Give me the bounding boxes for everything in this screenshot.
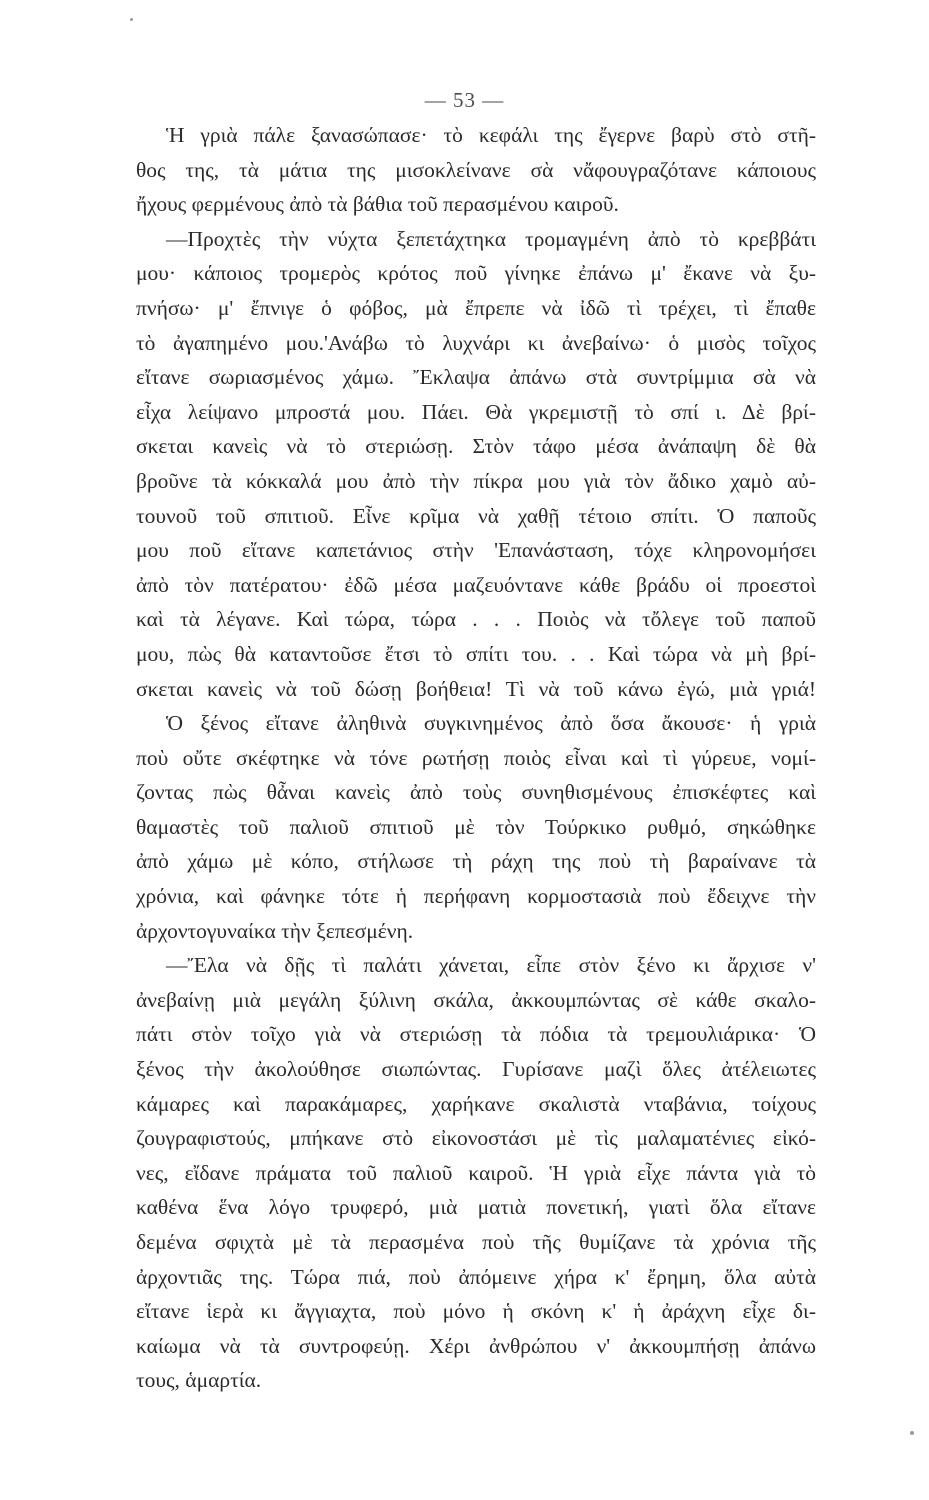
text-line: ζοντας πὼς θἆναι κανεὶς ἀπὸ τοὺς συνηθισμένους ἐπισκέφτες καὶ (136, 780, 816, 805)
text-line: ζουγραφιστούς, μπήκανε στὸ εἰκονοστάσι μὲ τὶς μαλαματένιες εἰκό- (136, 1126, 816, 1151)
body-text (136, 118, 816, 1398)
text-line: τὸ ἀγαπημένο μου.'Ανάβω τὸ λυχνάρι κι ἀνεβαίνω· ὁ μισὸς τοῖχος (136, 330, 816, 355)
text-line: νες, εἴδανε πράματα τοῦ παλιοῦ καιροῦ. Ἡ γριὰ εἶχε πάντα γιὰ τὸ (136, 1160, 816, 1185)
text-line: πνήσω· μ' ἔπνιγε ὁ φόβος, μὰ ἔπρεπε νὰ ἰδῶ τὶ τρέχει, τὶ ἔπαθε (136, 295, 816, 320)
page-number: — 53 — (424, 88, 505, 112)
paper-speck (910, 1431, 914, 1435)
text-line: σκεται κανεὶς νὰ τοῦ δώσῃ βοήθεια! Τὶ νὰ τοῦ κάνω ἐγώ, μιὰ γριά! (136, 676, 816, 701)
text-line: μου· κάποιος τρομερὸς κρότος ποῦ γίνηκε ἐπάνω μ' ἔκανε νὰ ξυ- (136, 261, 816, 286)
text-line: τουνοῦ τοῦ σπιτιοῦ. Εἶνε κρῖμα νὰ χαθῇ τέτοιο σπίτι. Ὁ παποῦς (136, 503, 816, 528)
text-line: ἀπὸ χάμω μὲ κόπο, στήλωσε τὴ ράχη της ποὺ τὴ βαραίνανε τὰ (136, 849, 816, 874)
text-line: χρόνια, καὶ φάνηκε τότε ἡ περήφανη κορμοστασιὰ ποὺ ἔδειχνε τὴν (136, 884, 816, 909)
text-line: καὶ τὰ λέγανε. Καὶ τώρα, τώρα . . . Ποιὸς νὰ τὄλεγε τοῦ παποῦ (136, 607, 816, 632)
text-line: ποὺ οὔτε σκέφτηκε νὰ τόνε ρωτήσῃ ποιὸς εἶναι καὶ τὶ γύρευε, νομί- (136, 745, 816, 770)
text-line: σκεται κανεὶς νὰ τὸ στεριώσῃ. Στὸν τάφο μέσα ἀνάπαψη δὲ θὰ (136, 434, 816, 459)
text-line: καθένα ἕνα λόγο τρυφερό, μιὰ ματιὰ πονετική, γιατὶ ὅλα εἴτανε (136, 1195, 816, 1220)
text-line: —Προχτὲς τὴν νύχτα ξεπετάχτηκα τρομαγμένη ἀπὸ τὸ κρεββάτι (166, 226, 816, 251)
text-line: Ὁ ξένος εἴτανε ἀληθινὰ συγκινημένος ἀπὸ ὅσα ἄκουσε· ἡ γριὰ (166, 711, 816, 736)
text-line: Ἡ γριὰ πάλε ξανασώπασε· τὸ κεφάλι της ἔγερνε βαρὺ στὸ στῆ- (166, 123, 816, 147)
text-line: τους, ἁμαρτία. (136, 1368, 262, 1393)
text-line: ἀνεβαίνῃ μιὰ μεγάλη ξύλινη σκάλα, ἀκκουμπώντας σὲ κάθε σκαλο- (136, 987, 816, 1012)
paper-speck (130, 18, 133, 21)
text-line: ἀπὸ τὸν πατέρατου· ἐδῶ μέσα μαζευόντανε κάθε βράδυ οἱ προεστοὶ (136, 572, 816, 597)
text-line: καίωμα νὰ τὰ συντροφεύῃ. Χέρι ἀνθρώπου ν' ἀκκουμπήσῃ ἀπάνω (136, 1333, 816, 1358)
text-line: ξένος τὴν ἀκολούθησε σιωπώντας. Γυρίσανε μαζὶ ὅλες ἀτέλειωτες (136, 1057, 816, 1082)
text-line: εἴτανε ἱερὰ κι ἄγγιαχτα, ποὺ μόνο ἡ σκόνη κ' ἡ ἀράχνη εἶχε δι- (136, 1299, 816, 1324)
text-line: ἤχους φερμένους ἀπὸ τὰ βάθια τοῦ περασμένου καιροῦ. (136, 192, 619, 217)
text-line: εἴτανε σωριασμένος χάμω. Ἔκλαψα ἀπάνω στὰ συντρίμμια σὰ νὰ (136, 365, 816, 390)
text-line: θος της, τὰ μάτια της μισοκλείνανε σὰ νἄφουγραζότανε κάποιους (136, 157, 816, 182)
text-line: δεμένα σφιχτὰ μὲ τὰ περασμένα ποὺ τῆς θυμίζανε τὰ χρόνια τῆς (136, 1230, 816, 1254)
text-line: ἀρχοντογυναίκα τὴν ξεπεσμένη. (136, 918, 414, 943)
text-line: κάμαρες καὶ παρακάμαρες, χαρήκανε σκαλιστὰ νταβάνια, τοίχους (136, 1091, 816, 1116)
text-line: μου, πὼς θὰ καταντοῦσε ἔτσι τὸ σπίτι του. . . Καὶ τώρα νὰ μὴ βρί- (136, 641, 816, 666)
text-line: βροῦνε τὰ κόκκαλά μου ἀπὸ τὴν πίκρα μου γιὰ τὸν ἄδικο χαμὸ αὐ- (136, 468, 816, 493)
text-line: ἀρχοντιᾶς της. Τώρα πιά, ποὺ ἀπόμεινε χήρα κ' ἔρημη, ὅλα αὐτὰ (136, 1264, 816, 1289)
text-line: μου ποῦ εἴτανε καπετάνιος στὴν 'Επανάσταση, τόχε κληρονομήσει (136, 538, 816, 563)
text-line: —Ἔλα νὰ δῇς τὶ παλάτι χάνεται, εἶπε στὸν ξένο κι ἄρχισε ν' (166, 953, 816, 978)
text-line: θαμαστὲς τοῦ παλιοῦ σπιτιοῦ μὲ τὸν Τούρκικο ρυθμό, σηκώθηκε (136, 814, 816, 839)
text-line: πάτι στὸν τοῖχο γιὰ νὰ στεριώσῃ τὰ πόδια τὰ τρεμουλιάρικα· Ὁ (136, 1022, 816, 1047)
text-line: εἶχα λείψανο μπροστά μου. Πάει. Θὰ γκρεμιστῇ τὸ σπί ι. Δὲ βρί- (136, 399, 816, 424)
